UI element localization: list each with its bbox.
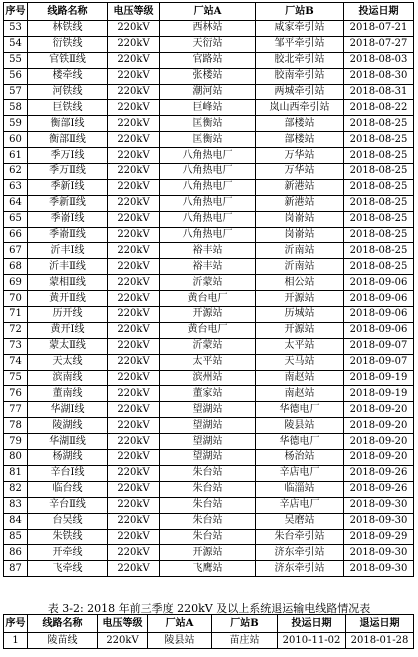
table-cell: 官铁Ⅱ线	[28, 52, 108, 68]
table-cell: 胶南牵引站	[256, 68, 344, 84]
table-cell: 部楼站	[256, 116, 344, 132]
table-cell: 220kV	[108, 513, 160, 529]
table-cell: 历城站	[256, 307, 344, 323]
table-cell: 71	[4, 307, 28, 323]
table-cell: 2018-08-25	[344, 259, 414, 275]
table-row	[4, 513, 414, 529]
table-row	[4, 386, 414, 402]
table-cell: 朱铁线	[28, 529, 108, 545]
column-header: 厂站B	[212, 615, 278, 633]
table-row	[4, 338, 414, 354]
table-cell: 220kV	[108, 370, 160, 386]
table-cell: 86	[4, 545, 28, 561]
table-row	[4, 418, 414, 434]
table-cell: 裕丰站	[160, 259, 256, 275]
table-cell: 2018-08-25	[344, 148, 414, 164]
table-cell: 82	[4, 481, 28, 497]
table-cell: 黄台电厂	[160, 322, 256, 338]
table-cell: 220kV	[108, 259, 160, 275]
table-row	[4, 100, 414, 116]
table-cell: 历开线	[28, 307, 108, 323]
table-cell: 天马站	[256, 354, 344, 370]
table-cell: 衡部Ⅱ线	[28, 132, 108, 148]
table-cell: 2018-08-25	[344, 164, 414, 180]
table-cell: 董南线	[28, 386, 108, 402]
table-row	[4, 322, 414, 338]
table-caption: 表 3-2: 2018 年前三季度 220kV 及以上系统退运输电线路情况表	[47, 602, 371, 615]
table-cell: 64	[4, 195, 28, 211]
table-cell: 65	[4, 211, 28, 227]
table-cell: 杨治站	[256, 450, 344, 466]
table-cell: 220kV	[108, 52, 160, 68]
column-header: 线路名称	[28, 3, 108, 21]
table-row	[4, 243, 414, 259]
table-cell: 2018-09-30	[344, 513, 414, 529]
table-row	[4, 148, 414, 164]
table-cell: 220kV	[108, 354, 160, 370]
table-cell: 八角热电厂	[160, 164, 256, 180]
table-cell: 辛店电厂	[256, 497, 344, 513]
table-cell: 74	[4, 354, 28, 370]
table-cell: 望湖站	[160, 402, 256, 418]
table-cell: 69	[4, 275, 28, 291]
table-cell: 邹平牵引站	[256, 36, 344, 52]
table-cell: 董家站	[160, 386, 256, 402]
table-cell: 66	[4, 227, 28, 243]
table-cell: 2018-08-25	[344, 132, 414, 148]
table-row	[4, 481, 414, 497]
table-cell: 开源站	[256, 322, 344, 338]
table-cell: 岗嵛站	[256, 211, 344, 227]
table-cell: 2018-01-28	[346, 633, 414, 649]
table-cell: 220kV	[108, 322, 160, 338]
table-cell: 潮河站	[160, 84, 256, 100]
table-cell: 望湖站	[160, 418, 256, 434]
table-cell: 2018-08-25	[344, 211, 414, 227]
table-cell: 56	[4, 68, 28, 84]
table-row	[4, 179, 414, 195]
table-cell: 2018-09-07	[344, 354, 414, 370]
table-cell: 太平站	[256, 338, 344, 354]
table-cell: 83	[4, 497, 28, 513]
table-cell: 87	[4, 561, 28, 577]
table-cell: 57	[4, 84, 28, 100]
table-cell: 2018-08-03	[344, 52, 414, 68]
table-cell: 咸家牵引站	[256, 21, 344, 37]
table-cell: 官路站	[160, 52, 256, 68]
table-cell: 季嵛Ⅰ线	[28, 211, 108, 227]
table-row	[4, 354, 414, 370]
table-cell: 220kV	[108, 481, 160, 497]
table-cell: 220kV	[108, 545, 160, 561]
table-cell: 220kV	[108, 465, 160, 481]
table-cell: 220kV	[108, 100, 160, 116]
table-cell: 2018-09-19	[344, 370, 414, 386]
table-cell: 220kV	[108, 529, 160, 545]
table-cell: 开源站	[160, 307, 256, 323]
table-cell: 79	[4, 434, 28, 450]
table-cell: 华德电厂	[256, 434, 344, 450]
table-cell: 八角热电厂	[160, 211, 256, 227]
main-table	[3, 2, 414, 577]
table-cell: 沂南站	[256, 259, 344, 275]
table-cell: 2018-09-26	[344, 481, 414, 497]
table-cell: 季新Ⅰ线	[28, 179, 108, 195]
table-cell: 八角热电厂	[160, 227, 256, 243]
table-cell: 季新Ⅱ线	[28, 195, 108, 211]
table-cell: 2018-09-20	[344, 418, 414, 434]
table-cell: 78	[4, 418, 28, 434]
table-cell: 天衍站	[160, 36, 256, 52]
table-row	[4, 84, 414, 100]
table-cell: 2018-07-21	[344, 21, 414, 37]
table-cell: 陵苗线	[28, 633, 98, 649]
table-cell: 两城牵引站	[256, 84, 344, 100]
retired-table-body	[4, 633, 414, 649]
table-cell: 季万Ⅰ线	[28, 148, 108, 164]
table-cell: 部楼站	[256, 132, 344, 148]
table-cell: 临淄站	[256, 481, 344, 497]
table-cell: 220kV	[108, 434, 160, 450]
table-cell: 沂丰Ⅱ线	[28, 259, 108, 275]
table-cell: 开牵线	[28, 545, 108, 561]
table-cell: 朱台站	[160, 465, 256, 481]
table-cell: 59	[4, 116, 28, 132]
table-cell: 八角热电厂	[160, 148, 256, 164]
table-cell: 朱台站	[160, 513, 256, 529]
table-row	[4, 259, 414, 275]
table-cell: 台吴线	[28, 513, 108, 529]
retired-table-header-row	[4, 615, 414, 633]
table-cell: 巨峰站	[160, 100, 256, 116]
column-header: 序号	[4, 615, 28, 633]
column-header: 电压等级	[98, 615, 148, 633]
table-cell: 相公站	[256, 275, 344, 291]
table-cell: 220kV	[108, 386, 160, 402]
table-cell: 沂蒙站	[160, 338, 256, 354]
table-row	[4, 52, 414, 68]
table-cell: 匡衡站	[160, 132, 256, 148]
table-cell: 2018-08-25	[344, 195, 414, 211]
table-cell: 杨湖线	[28, 450, 108, 466]
table-cell: 220kV	[108, 21, 160, 37]
table-cell: 望湖站	[160, 450, 256, 466]
table-cell: 2018-09-30	[344, 545, 414, 561]
table-cell: 八角热电厂	[160, 195, 256, 211]
table-row	[4, 227, 414, 243]
table-row	[4, 465, 414, 481]
table-cell: 陵县站	[148, 633, 212, 649]
column-header: 厂站A	[148, 615, 212, 633]
table-cell: 220kV	[108, 497, 160, 513]
main-table-header-row	[4, 3, 414, 21]
table-cell: 苗庄站	[212, 633, 278, 649]
table-cell: 辛台Ⅱ线	[28, 497, 108, 513]
table-cell: 滨州站	[160, 370, 256, 386]
table-cell: 75	[4, 370, 28, 386]
table-row	[4, 21, 414, 37]
table-cell: 220kV	[98, 633, 148, 649]
table-cell: 沂丰Ⅰ线	[28, 243, 108, 259]
table-cell: 衡部Ⅰ线	[28, 116, 108, 132]
table-cell: 西林站	[160, 21, 256, 37]
table-cell: 220kV	[108, 418, 160, 434]
table-cell: 220kV	[108, 36, 160, 52]
table-row	[4, 275, 414, 291]
table-cell: 2018-09-30	[344, 497, 414, 513]
table-cell: 73	[4, 338, 28, 354]
table-cell: 裕丰站	[160, 243, 256, 259]
table-cell: 黄开Ⅰ线	[28, 322, 108, 338]
table-cell: 太平站	[160, 354, 256, 370]
table-cell: 220kV	[108, 402, 160, 418]
table-cell: 67	[4, 243, 28, 259]
table-cell: 220kV	[108, 275, 160, 291]
main-table-body	[4, 21, 414, 577]
table-cell: 220kV	[108, 291, 160, 307]
table-cell: 岚山西牵引站	[256, 100, 344, 116]
table-cell: 林铁线	[28, 21, 108, 37]
table-cell: 81	[4, 465, 28, 481]
table-cell: 朱台站	[160, 481, 256, 497]
table-cell: 飞鹰站	[160, 561, 256, 577]
table-cell: 76	[4, 386, 28, 402]
table-cell: 万华站	[256, 148, 344, 164]
table-row	[4, 307, 414, 323]
table-cell: 蒙相Ⅱ线	[28, 275, 108, 291]
table-cell: 华湖Ⅰ线	[28, 402, 108, 418]
table-cell: 72	[4, 322, 28, 338]
table-cell: 吴磨站	[256, 513, 344, 529]
table-cell: 220kV	[108, 148, 160, 164]
table-cell: 220kV	[108, 179, 160, 195]
table-cell: 2018-09-20	[344, 402, 414, 418]
table-row	[4, 370, 414, 386]
table-cell: 天太线	[28, 354, 108, 370]
table-cell: 季万Ⅱ线	[28, 164, 108, 180]
table-cell: 2018-08-30	[344, 68, 414, 84]
table-cell: 济东牵引站	[256, 545, 344, 561]
table-cell: 2018-09-29	[344, 529, 414, 545]
table-cell: 南赵站	[256, 386, 344, 402]
column-header: 电压等级	[108, 3, 160, 21]
column-header: 投运日期	[344, 3, 414, 21]
table-cell: 2018-08-25	[344, 116, 414, 132]
table-cell: 万华站	[256, 164, 344, 180]
table-cell: 2018-09-06	[344, 275, 414, 291]
table-cell: 沂蒙站	[160, 275, 256, 291]
table-cell: 黄开Ⅱ线	[28, 291, 108, 307]
table-row	[4, 450, 414, 466]
table-cell: 朱台站	[160, 497, 256, 513]
table-cell: 滨南线	[28, 370, 108, 386]
table-cell: 衍铁线	[28, 36, 108, 52]
column-header: 投运日期	[278, 615, 346, 633]
table-cell: 飞牵线	[28, 561, 108, 577]
table-cell: 望湖站	[160, 434, 256, 450]
table-row	[4, 434, 414, 450]
table-cell: 220kV	[108, 227, 160, 243]
table-row	[4, 291, 414, 307]
table-cell: 巨铁线	[28, 100, 108, 116]
table-cell: 55	[4, 52, 28, 68]
table-cell: 2018-08-25	[344, 227, 414, 243]
table-cell: 2010-11-02	[278, 633, 346, 649]
table-cell: 陵湖线	[28, 418, 108, 434]
table-cell: 南赵站	[256, 370, 344, 386]
table-cell: 开源站	[256, 291, 344, 307]
table-row	[4, 402, 414, 418]
table-cell: 2018-09-30	[344, 561, 414, 577]
table-cell: 63	[4, 179, 28, 195]
table-cell: 220kV	[108, 211, 160, 227]
table-cell: 77	[4, 402, 28, 418]
table-cell: 张楼站	[160, 68, 256, 84]
table-cell: 220kV	[108, 195, 160, 211]
column-header: 序号	[4, 3, 28, 21]
table-row	[4, 211, 414, 227]
retired-lines-table	[3, 614, 414, 649]
column-header: 厂站B	[256, 3, 344, 21]
table-cell: 60	[4, 132, 28, 148]
table-cell: 62	[4, 164, 28, 180]
table-cell: 2018-08-25	[344, 243, 414, 259]
table-row	[4, 132, 414, 148]
table-cell: 54	[4, 36, 28, 52]
table-cell: 胶北牵引站	[256, 52, 344, 68]
table-cell: 2018-09-06	[344, 322, 414, 338]
table-row	[4, 633, 414, 649]
table-cell: 2018-08-31	[344, 84, 414, 100]
table-cell: 开源站	[160, 545, 256, 561]
table-cell: 220kV	[108, 116, 160, 132]
column-header: 厂站A	[160, 3, 256, 21]
table-cell: 2018-09-26	[344, 465, 414, 481]
table-cell: 2018-09-19	[344, 386, 414, 402]
table-cell: 辛台Ⅰ线	[28, 465, 108, 481]
table-cell: 2018-09-06	[344, 307, 414, 323]
table-cell: 220kV	[108, 132, 160, 148]
table-cell: 58	[4, 100, 28, 116]
table-cell: 2018-08-25	[344, 179, 414, 195]
table-cell: 华湖Ⅱ线	[28, 434, 108, 450]
column-header: 线路名称	[28, 615, 98, 633]
table-row	[4, 36, 414, 52]
table-cell: 220kV	[108, 450, 160, 466]
table-cell: 新港站	[256, 179, 344, 195]
table-row	[4, 529, 414, 545]
table-cell: 2018-09-20	[344, 450, 414, 466]
table-cell: 朱台站	[160, 529, 256, 545]
table-cell: 68	[4, 259, 28, 275]
table-cell: 61	[4, 148, 28, 164]
table-cell: 220kV	[108, 164, 160, 180]
table-cell: 新港站	[256, 195, 344, 211]
table-cell: 临台线	[28, 481, 108, 497]
table-cell: 2018-09-07	[344, 338, 414, 354]
table-cell: 220kV	[108, 561, 160, 577]
table-row	[4, 195, 414, 211]
table-cell: 220kV	[108, 338, 160, 354]
table-row	[4, 68, 414, 84]
table-cell: 季嵛Ⅱ线	[28, 227, 108, 243]
table-cell: 85	[4, 529, 28, 545]
table-cell: 220kV	[108, 84, 160, 100]
table-cell: 华德电厂	[256, 402, 344, 418]
table-cell: 80	[4, 450, 28, 466]
table-cell: 2018-09-20	[344, 434, 414, 450]
table-cell: 河铁线	[28, 84, 108, 100]
table-cell: 2018-09-06	[344, 291, 414, 307]
table-cell: 济东牵引站	[256, 561, 344, 577]
table-cell: 220kV	[108, 307, 160, 323]
table-cell: 1	[4, 633, 28, 649]
table-cell: 220kV	[108, 243, 160, 259]
table-row	[4, 497, 414, 513]
table-cell: 蒙太Ⅱ线	[28, 338, 108, 354]
table-row	[4, 545, 414, 561]
table-cell: 沂南站	[256, 243, 344, 259]
table-cell: 2018-08-22	[344, 100, 414, 116]
table-cell: 黄台电厂	[160, 291, 256, 307]
column-header: 退运日期	[346, 615, 414, 633]
table-row	[4, 561, 414, 577]
table-row	[4, 116, 414, 132]
table-cell: 2018-07-27	[344, 36, 414, 52]
table-cell: 八角热电厂	[160, 179, 256, 195]
table-cell: 53	[4, 21, 28, 37]
table-cell: 辛店电厂	[256, 465, 344, 481]
table-cell: 陵县站	[256, 418, 344, 434]
table-row	[4, 164, 414, 180]
table-cell: 朱台牵引站	[256, 529, 344, 545]
table-cell: 220kV	[108, 68, 160, 84]
table-cell: 岗嵛站	[256, 227, 344, 243]
table-cell: 70	[4, 291, 28, 307]
table-cell: 84	[4, 513, 28, 529]
table-cell: 匡衡站	[160, 116, 256, 132]
table-cell: 楼牵线	[28, 68, 108, 84]
